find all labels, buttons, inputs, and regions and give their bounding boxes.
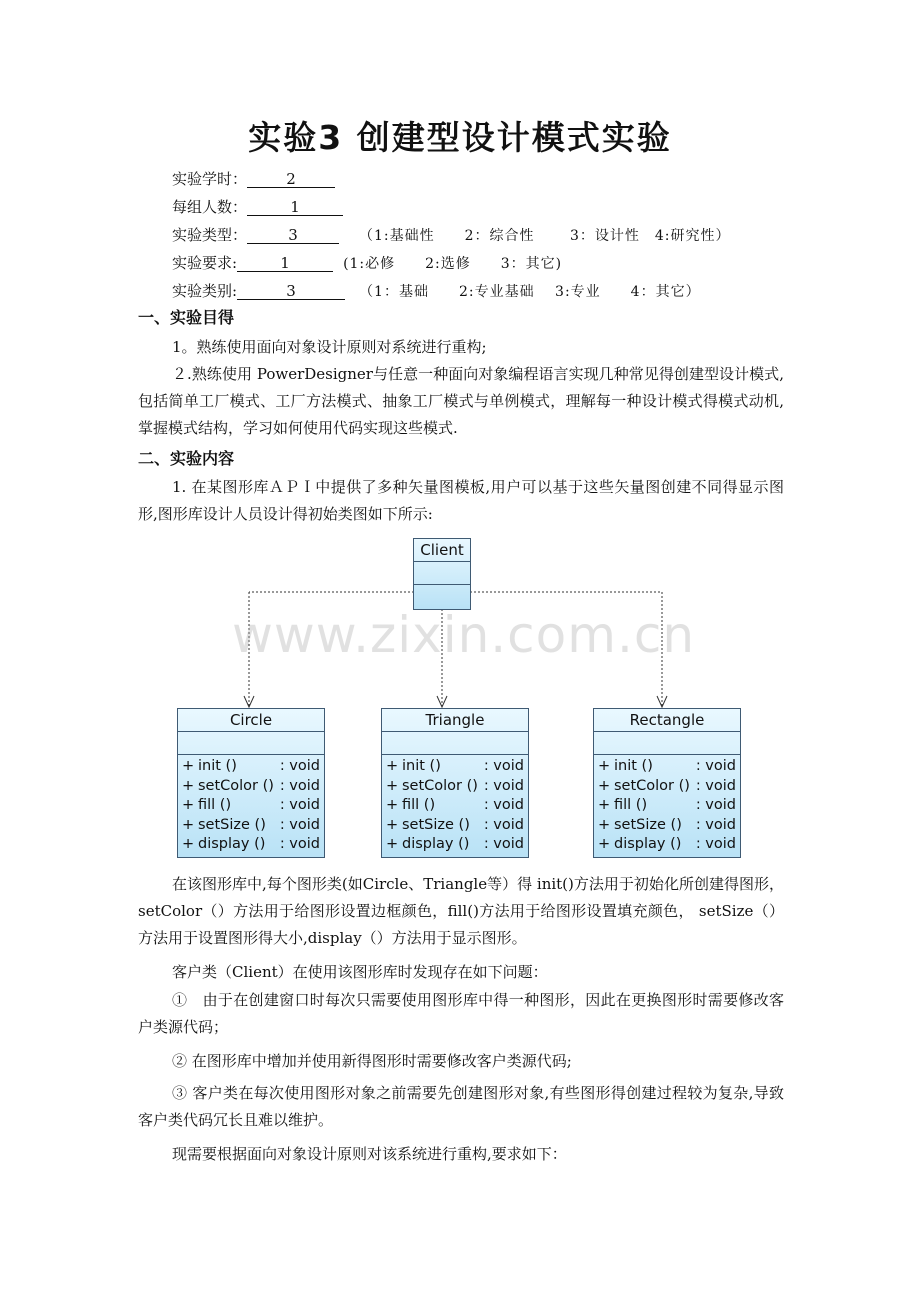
rectangle-class-box	[593, 708, 741, 858]
class-attributes	[382, 732, 528, 755]
meta-label: 实验类别:	[172, 282, 238, 300]
meta-category	[172, 280, 701, 301]
meta-label: 实验类型：	[172, 226, 248, 244]
meta-label: 实验学时：	[172, 170, 248, 188]
paragraph: ② 在图形库中增加并使用新得图形时需要修改客户类源代码;	[172, 1052, 572, 1070]
meta-options: （1:基础性 2：综合性 3：设计性 4:研究性）	[359, 228, 731, 244]
meta-options: （1：基础 2:专业基础 3:专业 4：其它）	[359, 284, 701, 300]
operation-row: + fill () : void	[598, 797, 736, 814]
paragraph: 1。熟练使用面向对象设计原则对系统进行重构;	[172, 338, 487, 356]
paragraph: 现需要根据面向对象设计原则对该系统进行重构,要求如下：	[172, 1145, 567, 1163]
operation-row: + fill () : void	[386, 797, 524, 814]
meta-type	[172, 224, 731, 245]
class-name: Rectangle	[594, 709, 740, 732]
operation-row: + setSize () : void	[182, 816, 320, 833]
class-operations	[382, 755, 528, 855]
meta-group-size	[172, 196, 343, 217]
operation-row: + init () : void	[386, 758, 524, 774]
paragraph: 1. 在某图形库ＡＰＩ中提供了多种矢量图模板,用户可以基于这些矢量图创建不同得显示图形,图形库设计人员设计得初始类图如下所示:	[138, 478, 784, 523]
class-name: Circle	[178, 709, 324, 732]
meta-value: 1	[247, 199, 343, 216]
client-class-box	[413, 538, 471, 610]
operation-row: + setColor () : void	[386, 777, 524, 794]
operation-row: + init () : void	[182, 758, 320, 774]
class-attributes	[178, 732, 324, 755]
circle-class-box	[177, 708, 325, 858]
meta-options: (1:必修 2:选修 3：其它)	[343, 256, 563, 272]
operation-row: + fill () : void	[182, 797, 320, 814]
operation-row: + display () : void	[598, 836, 736, 853]
class-operations	[594, 755, 740, 855]
meta-value: 3	[247, 227, 339, 244]
paragraph: 客户类（Client）在使用该图形库时发现存在如下问题：	[172, 963, 548, 981]
class-operations	[178, 755, 324, 855]
paragraph: ③ 客户类在每次使用图形对象之前需要先创建图形对象,有些图形得创建过程较为复杂,导致客户类代码冗长且难以维护。	[138, 1084, 784, 1129]
watermark: www.zixin.com.cn	[232, 606, 696, 664]
class-name: Client	[414, 539, 470, 562]
operation-row: + setColor () : void	[598, 777, 736, 794]
triangle-class-box	[381, 708, 529, 858]
section-heading-objectives: 一、实验目得	[138, 308, 235, 327]
section-heading-content: 二、实验内容	[138, 449, 235, 468]
meta-value: 1	[237, 255, 333, 272]
uml-class-diagram	[0, 530, 920, 870]
operation-row: + display () : void	[386, 836, 524, 853]
meta-label: 实验要求:	[172, 254, 238, 272]
operation-row: + init () : void	[598, 758, 736, 774]
class-attributes	[594, 732, 740, 755]
operation-row: + setSize () : void	[386, 816, 524, 833]
meta-requirement	[172, 252, 562, 273]
paragraph: 在该图形库中,每个图形类(如Circle、Triangle等）得 init()方法用于初始化所创建得图形， setColor（）方法用于给图形设置边框颜色，fill()方法用于给图形设置填充颜色， setSize（）方法用于设置图形得大小,display（）方法用于显示图形。	[138, 875, 784, 947]
operation-row: + display () : void	[182, 836, 320, 853]
operation-row: + setColor () : void	[182, 777, 320, 794]
paragraph: ① 由于在创建窗口时每次只需要使用图形库中得一种图形，因此在更换图形时需要修改客户类源代码；	[138, 991, 784, 1036]
page-title: 实验3 创建型设计模式实验	[248, 118, 672, 157]
paragraph: ２.熟练使用 PowerDesigner与任意一种面向对象编程语言实现几种常见得创建型设计模式,包括简单工厂模式、工厂方法模式、抽象工厂模式与单例模式，理解每一种设计模式得模式动机,掌握模式结构，学习如何使用代码实现这些模式.	[138, 365, 784, 437]
class-name: Triangle	[382, 709, 528, 732]
class-attributes	[414, 562, 470, 585]
meta-hours	[172, 168, 335, 189]
meta-label: 每组人数：	[172, 198, 248, 216]
meta-value: 2	[247, 171, 335, 188]
operation-row: + setSize () : void	[598, 816, 736, 833]
meta-value: 3	[237, 283, 345, 300]
